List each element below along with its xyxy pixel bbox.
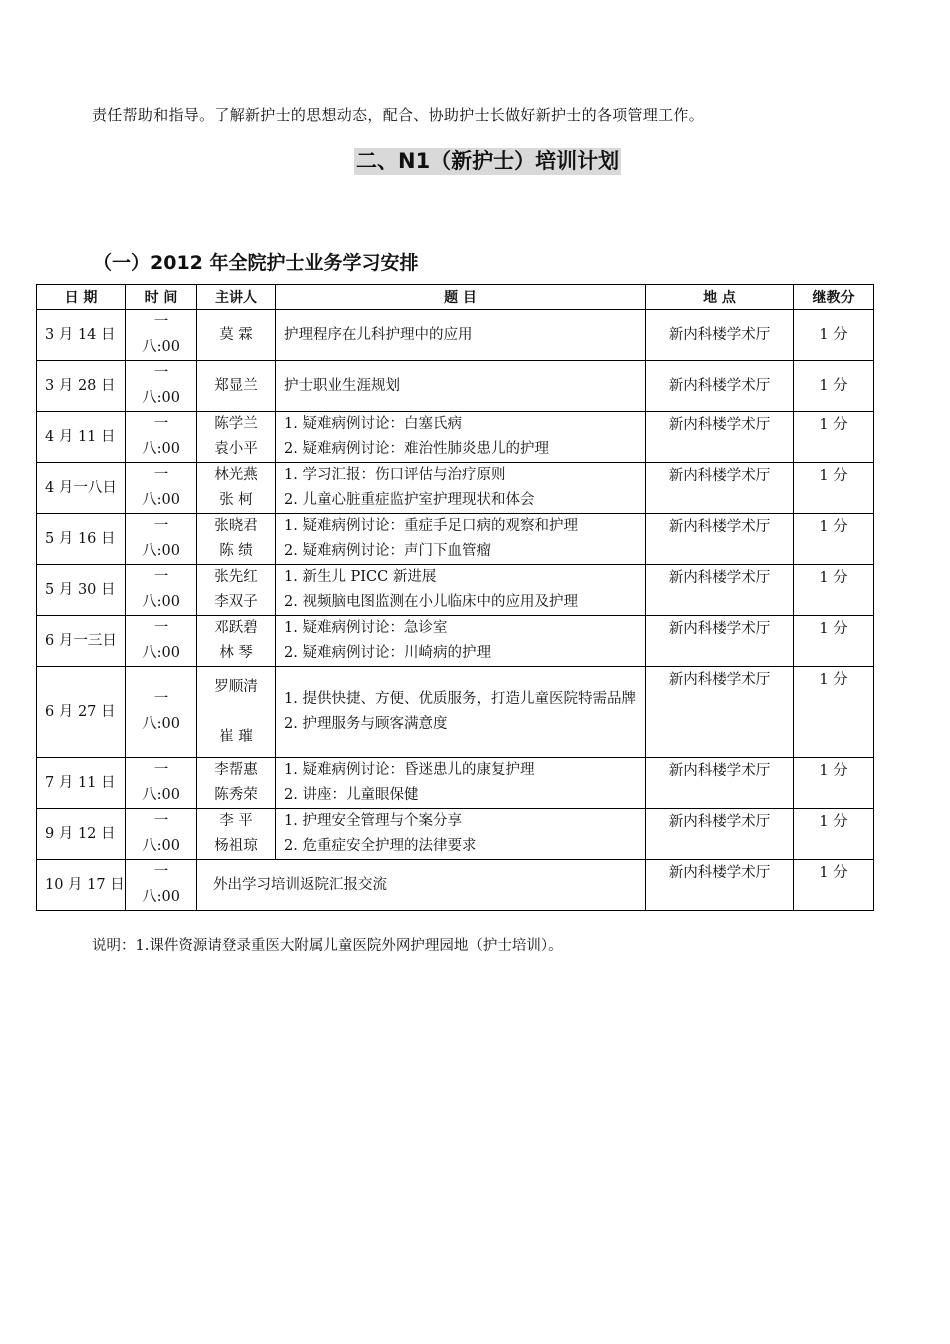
time-line: 八:00 [142, 645, 180, 661]
header-credit: 继教分 [794, 285, 874, 310]
time-line: 八:00 [142, 838, 180, 854]
topic-cell [276, 809, 646, 860]
credit-text: 1 分 [819, 763, 848, 779]
location-cell [646, 565, 794, 616]
time-line: 八:00 [142, 339, 180, 355]
location-text: 新内科楼学术厅 [668, 865, 771, 881]
topic-line: 1. 疑难病例讨论：白塞氏病 [284, 416, 462, 432]
speaker-cell [197, 758, 276, 809]
location-text: 新内科楼学术厅 [668, 570, 771, 586]
topic-cell [276, 361, 646, 412]
time-line: 八:00 [142, 390, 180, 406]
credit-text: 1 分 [819, 468, 848, 484]
time-line: 八:00 [142, 441, 180, 457]
speaker-cell [197, 412, 276, 463]
header-date: 日 期 [37, 285, 126, 310]
location-cell [646, 463, 794, 514]
topic-cell [276, 310, 646, 361]
date-cell [37, 758, 126, 809]
table-row [37, 463, 874, 514]
table-row [37, 667, 874, 758]
time-cell [126, 310, 197, 361]
location-text: 新内科楼学术厅 [668, 814, 771, 830]
speaker-name: 林 琴 [219, 645, 253, 661]
speaker-name: 郑显兰 [214, 377, 258, 394]
header-location: 地 点 [646, 285, 794, 310]
date-cell [37, 565, 126, 616]
topic-line: 2. 护理服务与顾客满意度 [284, 716, 448, 732]
topic-line: 2. 讲座：儿童眼保健 [284, 787, 419, 803]
table-row [37, 809, 874, 860]
location-text: 新内科楼学术厅 [668, 377, 771, 394]
location-text: 新内科楼学术厅 [668, 417, 771, 433]
date-text: 5 月 30 日 [45, 581, 116, 598]
topic-line: 护理程序在儿科护理中的应用 [284, 326, 473, 343]
location-text: 新内科楼学术厅 [668, 763, 771, 779]
speaker-cell [197, 616, 276, 667]
credit-cell [794, 758, 874, 809]
location-cell [646, 809, 794, 860]
intro-paragraph: 责任帮助和指导。了解新护士的思想动态，配合、协助护士长做好新护士的各项管理工作。 [92, 106, 705, 124]
date-cell [37, 667, 126, 758]
time-line: 八:00 [142, 492, 180, 508]
time-line: 八:00 [142, 594, 180, 610]
location-cell [646, 667, 794, 758]
location-cell [646, 758, 794, 809]
topic-line: 1. 护理安全管理与个案分享 [284, 813, 462, 829]
topic-line: 1. 新生儿 PICC 新进展 [284, 569, 437, 585]
speaker-cell [197, 463, 276, 514]
location-text: 新内科楼学术厅 [668, 468, 771, 484]
speaker-name: 陈学兰 [214, 416, 258, 432]
credit-text: 1 分 [819, 865, 848, 881]
speaker-name: 崔 璀 [219, 728, 253, 745]
credit-text: 1 分 [819, 621, 848, 637]
date-text: 10 月 17 日 [45, 876, 125, 893]
date-cell [37, 860, 126, 911]
location-cell [646, 310, 794, 361]
time-line: 八:00 [142, 889, 180, 905]
header-topic: 题 目 [276, 285, 646, 310]
credit-cell [794, 412, 874, 463]
topic-line: 2. 疑难病例讨论：声门下血管瘤 [284, 543, 491, 559]
topic-cell [276, 565, 646, 616]
topic-line: 2. 视频脑电图监测在小儿临床中的应用及护理 [284, 594, 578, 610]
credit-cell [794, 667, 874, 758]
time-line: 八:00 [142, 716, 180, 732]
topic-line: 2. 疑难病例讨论：川崎病的护理 [284, 645, 491, 661]
time-cell [126, 758, 197, 809]
date-text: 7 月 11 日 [45, 774, 116, 791]
date-text: 6 月一三日 [45, 632, 117, 649]
topic-line: 1. 学习汇报：伤口评估与治疗原则 [284, 467, 506, 483]
credit-text: 1 分 [819, 519, 848, 535]
section-title: 二、N1（新护士）培训计划 [356, 149, 620, 173]
credit-cell [794, 565, 874, 616]
date-text: 3 月 28 日 [45, 377, 116, 394]
topic-line: 1. 疑难病例讨论：昏迷患儿的康复护理 [284, 762, 535, 778]
speaker-name: 李 平 [219, 813, 253, 829]
time-cell [126, 565, 197, 616]
location-cell [646, 361, 794, 412]
credit-cell [794, 809, 874, 860]
speaker-name: 罗顺清 [214, 678, 258, 695]
speaker-name: 张 柯 [219, 492, 253, 508]
speaker-name: 邓跃碧 [214, 620, 258, 636]
date-text: 5 月 16 日 [45, 530, 116, 547]
time-cell [126, 667, 197, 758]
topic-cell [197, 860, 646, 911]
credit-text: 1 分 [819, 672, 848, 688]
speaker-cell [197, 514, 276, 565]
date-cell [37, 616, 126, 667]
topic-line: 1. 提供快捷、方便、优质服务，打造儿童医院特需品牌 [284, 691, 636, 707]
time-cell [126, 514, 197, 565]
credit-text: 1 分 [819, 377, 848, 394]
topic-cell [276, 463, 646, 514]
location-cell [646, 412, 794, 463]
time-cell [126, 361, 197, 412]
topic-cell [276, 616, 646, 667]
time-cell [126, 463, 197, 514]
location-cell [646, 616, 794, 667]
credit-cell [794, 463, 874, 514]
table-row [37, 514, 874, 565]
time-line: 一 [153, 518, 169, 534]
speaker-cell [197, 565, 276, 616]
time-line: 八:00 [142, 787, 180, 803]
credit-cell [794, 310, 874, 361]
time-line: 一 [153, 365, 169, 381]
date-text: 4 月一八日 [45, 479, 117, 496]
time-line: 一 [153, 314, 169, 330]
date-text: 4 月 11 日 [45, 428, 116, 445]
topic-line: 1. 疑难病例讨论：急诊室 [284, 620, 448, 636]
time-line: 一 [153, 620, 169, 636]
speaker-name: 李帮惠 [214, 762, 258, 778]
location-cell [646, 860, 794, 911]
speaker-name: 袁小平 [214, 441, 258, 457]
time-line: 一 [153, 762, 169, 778]
speaker-cell [197, 310, 276, 361]
speaker-cell [197, 667, 276, 758]
location-cell [646, 514, 794, 565]
table-body [37, 310, 874, 911]
table-row [37, 565, 874, 616]
credit-cell [794, 361, 874, 412]
credit-cell [794, 860, 874, 911]
speaker-name: 陈秀荣 [214, 787, 258, 803]
date-text: 9 月 12 日 [45, 825, 116, 842]
location-text: 新内科楼学术厅 [668, 519, 771, 535]
speaker-name: 张先红 [214, 569, 258, 585]
speaker-name: 张晓君 [214, 518, 258, 534]
table-row [37, 860, 874, 911]
speaker-name: 李双子 [214, 594, 258, 610]
header-time: 时 间 [126, 285, 197, 310]
topic-line: 2. 危重症安全护理的法律要求 [284, 838, 477, 854]
table-row [37, 412, 874, 463]
time-cell [126, 860, 197, 911]
topic-line: 2. 儿童心脏重症监护室护理现状和体会 [284, 492, 535, 508]
time-cell [126, 616, 197, 667]
table-row [37, 758, 874, 809]
topic-cell [276, 514, 646, 565]
topic-cell [276, 758, 646, 809]
credit-text: 1 分 [819, 326, 848, 343]
credit-cell [794, 514, 874, 565]
topic-cell [276, 412, 646, 463]
date-text: 3 月 14 日 [45, 326, 116, 343]
speaker-name: 莫 霖 [219, 326, 253, 343]
location-text: 新内科楼学术厅 [668, 672, 771, 688]
table-row [37, 361, 874, 412]
sub-title: （一）2012 年全院护士业务学习安排 [93, 252, 419, 274]
speaker-name [197, 700, 275, 725]
time-cell [126, 809, 197, 860]
location-text: 新内科楼学术厅 [668, 326, 771, 343]
speaker-cell [197, 809, 276, 860]
time-line: 一 [153, 416, 169, 432]
time-line: 一 [153, 864, 169, 880]
date-cell [37, 310, 126, 361]
time-line: 一 [153, 813, 169, 829]
speaker-name: 陈 绩 [219, 543, 253, 559]
header-speaker: 主讲人 [197, 285, 276, 310]
date-text: 6 月 27 日 [45, 703, 116, 720]
topic-line: 1. 疑难病例讨论：重症手足口病的观察和护理 [284, 518, 578, 534]
table-header-row [37, 285, 874, 310]
topic-line: 2. 疑难病例讨论：难治性肺炎患儿的护理 [284, 441, 549, 457]
date-cell [37, 412, 126, 463]
table-row [37, 616, 874, 667]
time-cell [126, 412, 197, 463]
date-cell [37, 809, 126, 860]
credit-text: 1 分 [819, 570, 848, 586]
note: 说明：1.课件资源请登录重医大附属儿童医院外网护理园地（护士培训）。 [92, 938, 563, 954]
credit-text: 1 分 [819, 417, 848, 433]
table-row [37, 310, 874, 361]
time-line: 一 [153, 467, 169, 483]
speaker-name: 杨祖琼 [214, 838, 258, 854]
time-line: 八:00 [142, 543, 180, 559]
date-cell [37, 361, 126, 412]
time-line: 一 [153, 569, 169, 585]
credit-text: 1 分 [819, 814, 848, 830]
speaker-name: 林光燕 [214, 467, 258, 483]
speaker-cell [197, 361, 276, 412]
credit-cell [794, 616, 874, 667]
training-schedule-table [36, 284, 874, 911]
time-line: 一 [153, 691, 169, 707]
location-text: 新内科楼学术厅 [668, 621, 771, 637]
date-cell [37, 514, 126, 565]
topic-line: 护士职业生涯规划 [284, 377, 400, 394]
topic-cell [276, 667, 646, 758]
date-cell [37, 463, 126, 514]
topic-line: 外出学习培训返院汇报交流 [213, 876, 387, 893]
